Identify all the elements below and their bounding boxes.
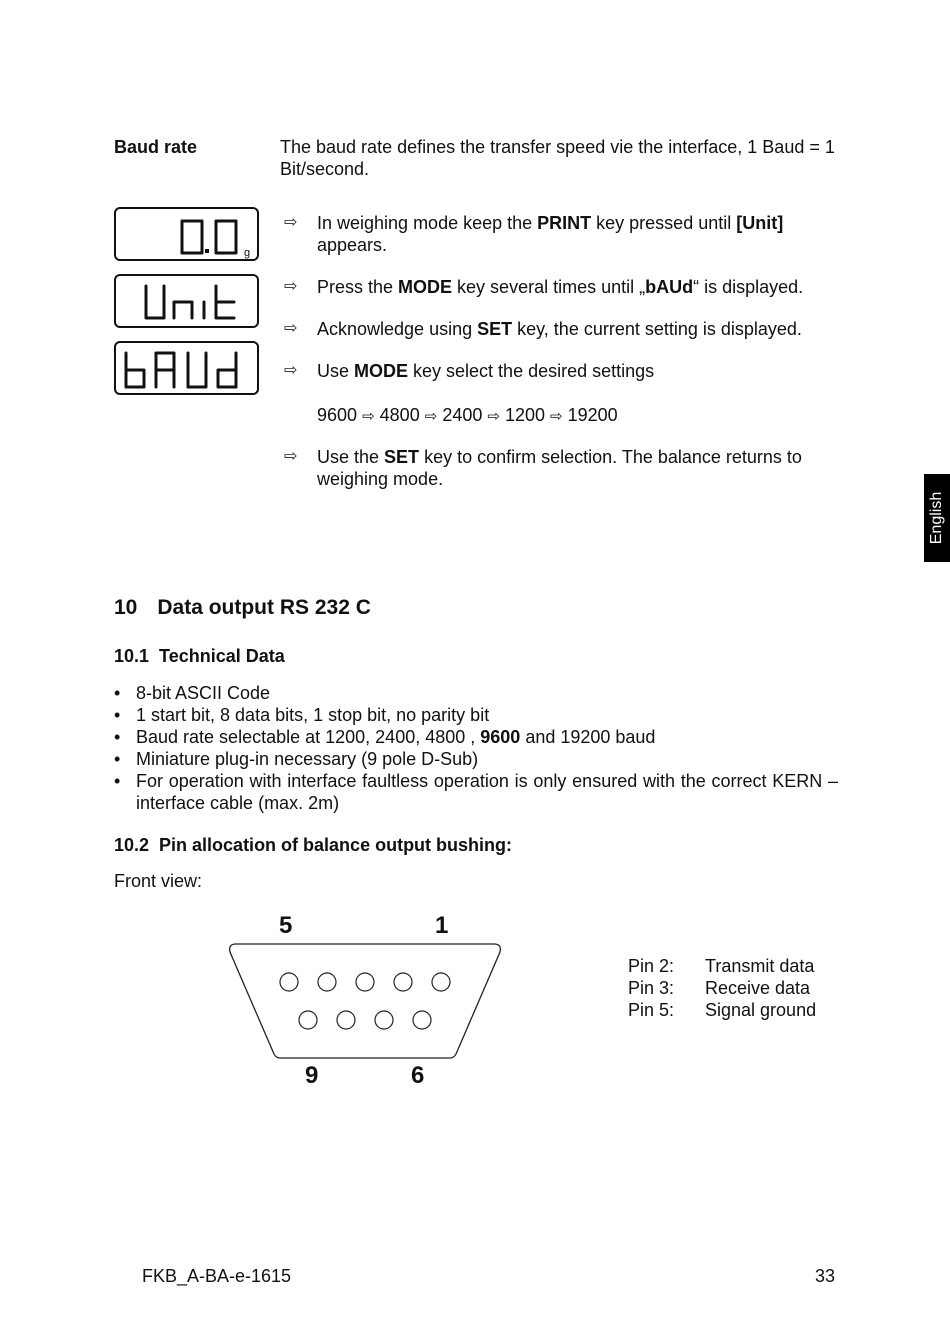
pin-row: Pin 2: Transmit data xyxy=(628,956,815,976)
section-label: Baud rate xyxy=(114,137,198,157)
tech-heading: 10.1 Technical Data xyxy=(114,646,285,666)
step-1: In weighing mode keep the PRINT key pressed until [Unit] appears. xyxy=(317,213,784,255)
page-number: 33 xyxy=(815,1266,836,1286)
display-weight-segments xyxy=(116,209,261,263)
display-unit-segments xyxy=(116,276,261,330)
arrow-right-icon: ⇨ xyxy=(284,278,298,295)
pin-label-5: 5 xyxy=(279,912,293,939)
step-3: Acknowledge using SET key, the current setting is displayed. xyxy=(317,319,802,339)
arrow-right-icon: ⇨ xyxy=(424,408,438,425)
arrow-right-icon: ⇨ xyxy=(362,408,375,425)
arrow-right-icon: ⇨ xyxy=(284,362,298,379)
pin-label-6: 6 xyxy=(411,1062,425,1089)
chapter-title: Data output RS 232 C xyxy=(157,596,371,619)
chapter-heading xyxy=(114,595,371,621)
pin-row: Pin 3: Receive data xyxy=(628,978,811,998)
arrow-right-icon: ⇨ xyxy=(487,408,500,425)
baud-sequence: 9600 ⇨ 4800 ⇨ 2400 ⇨ 1200 ⇨ 19200 xyxy=(317,405,618,425)
display-unit: g xyxy=(244,247,251,259)
language-tab: English xyxy=(924,474,950,562)
arrow-right-icon: ⇨ xyxy=(284,214,298,231)
list-item: • Baud rate selectable at 1200, 2400, 4800 , 9600 and 19200 baud xyxy=(114,726,838,748)
arrow-right-icon: ⇨ xyxy=(284,448,298,465)
pin-label-1: 1 xyxy=(435,912,449,939)
list-item: • For operation with interface faultless operation is only ensured with the correct KERN – interface cable (max. 2m) xyxy=(114,770,838,814)
step-5: Use the SET key to confirm selection. The balance returns to weighing mode. xyxy=(317,447,802,489)
arrow-right-icon: ⇨ xyxy=(550,408,563,425)
footer-doc-id: FKB_A-BA-e-1615 xyxy=(142,1266,292,1286)
pin-label-9: 9 xyxy=(305,1062,319,1089)
list-item: • 8-bit ASCII Code xyxy=(114,682,838,704)
section-description: The baud rate defines the transfer speed vie the interface, 1 Baud = 1 Bit/second. xyxy=(280,137,835,179)
step-4: Use MODE key select the desired settings xyxy=(317,361,655,381)
chapter-number: 10 xyxy=(114,596,138,619)
dsub-connector-icon xyxy=(226,942,504,1060)
pin-heading: 10.2 Pin allocation of balance output bushing: xyxy=(114,835,513,855)
tech-bullet-list xyxy=(114,682,838,814)
list-item: • 1 start bit, 8 data bits, 1 stop bit, no parity bit xyxy=(114,704,838,726)
display-unit-menu xyxy=(114,274,259,328)
pin-row: Pin 5: Signal ground xyxy=(628,1000,817,1020)
display-baud-segments xyxy=(116,343,261,397)
display-weight xyxy=(114,207,259,261)
display-baud-menu xyxy=(114,341,259,395)
front-view-label: Front view: xyxy=(114,871,203,891)
step-2: Press the MODE key several times until „bAUd“ is displayed. xyxy=(317,277,804,297)
list-item: • Miniature plug-in necessary (9 pole D-Sub) xyxy=(114,748,838,770)
arrow-right-icon: ⇨ xyxy=(284,320,298,337)
